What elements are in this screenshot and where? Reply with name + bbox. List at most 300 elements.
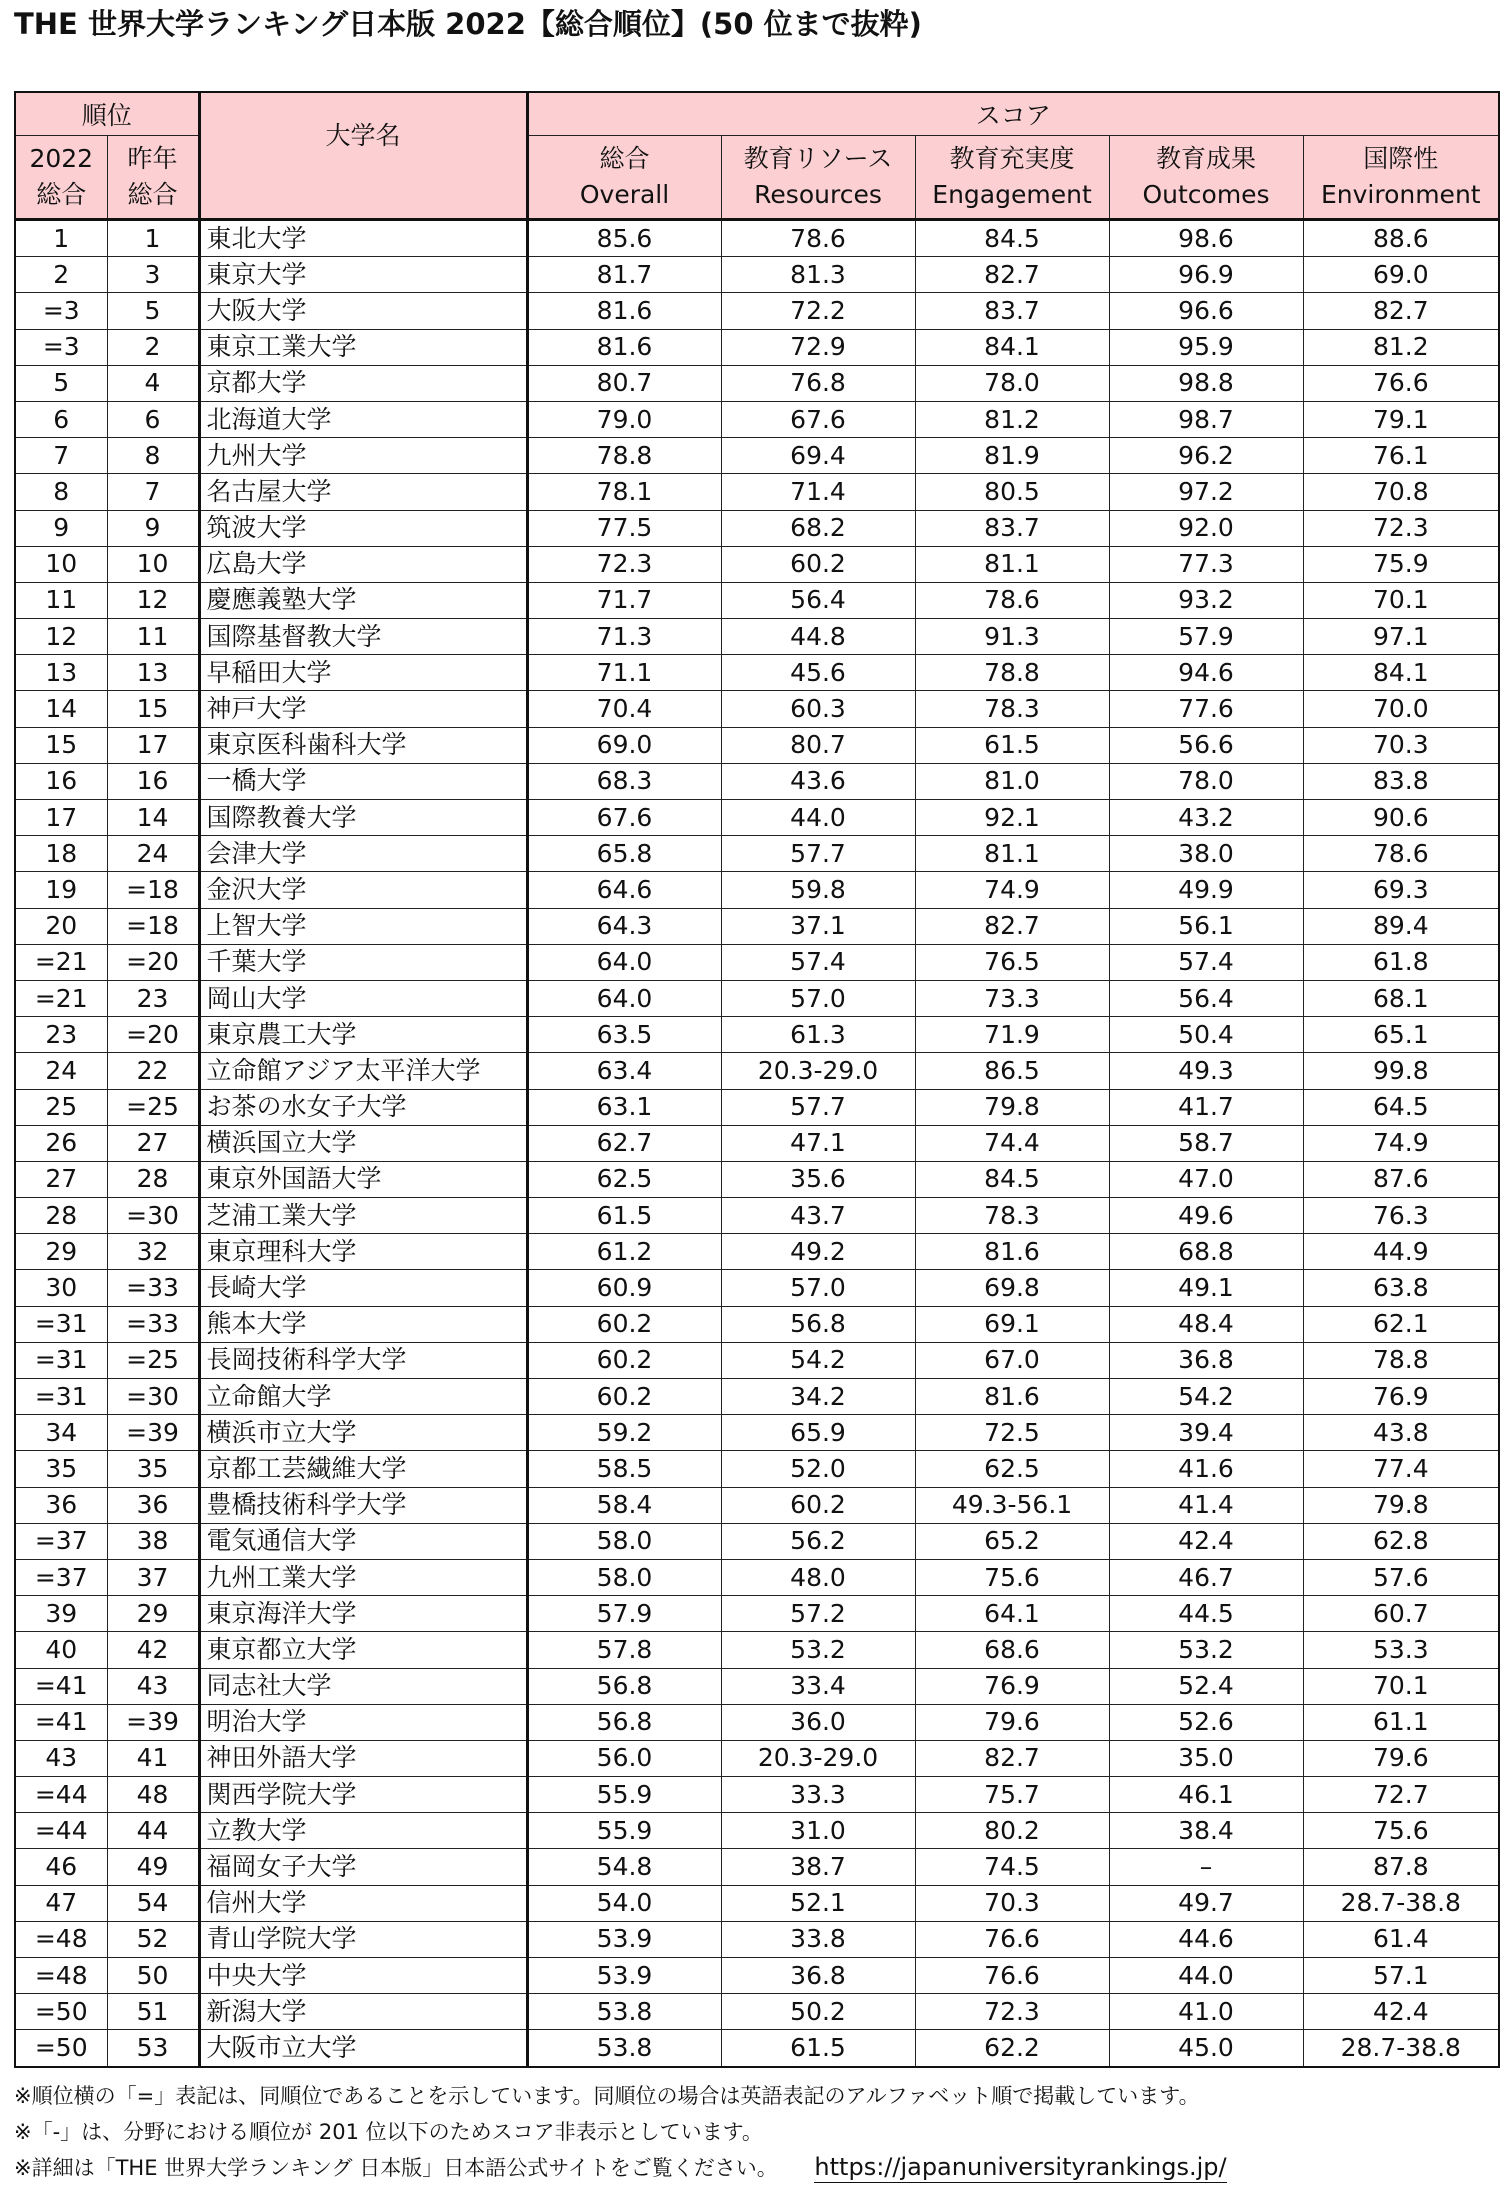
table-row — [15, 1849, 1499, 1885]
rank-last-year-cell: 6 — [107, 401, 199, 437]
environment-score-cell: 76.9 — [1303, 1379, 1499, 1415]
outcomes-score-cell: 49.1 — [1109, 1270, 1303, 1306]
rank-2022-cell: 35 — [15, 1451, 107, 1487]
overall-score-cell: 62.5 — [527, 1161, 721, 1197]
overall-score-cell: 60.2 — [527, 1379, 721, 1415]
engagement-score-cell: 76.5 — [915, 944, 1109, 980]
ranking-table-container — [14, 91, 1498, 2068]
environment-score-cell: 79.8 — [1303, 1487, 1499, 1523]
table-row — [15, 220, 1499, 257]
resources-score-cell: 57.0 — [721, 980, 915, 1016]
rank-last-year-cell: =20 — [107, 944, 199, 980]
outcomes-score-cell: 50.4 — [1109, 1017, 1303, 1053]
table-row — [15, 1161, 1499, 1197]
resources-score-cell: 78.6 — [721, 220, 915, 257]
outcomes-score-cell: 98.8 — [1109, 365, 1303, 401]
resources-header-en: Resources — [754, 180, 882, 209]
rank-last-year-cell: 48 — [107, 1777, 199, 1813]
rank-2022-cell: 47 — [15, 1885, 107, 1921]
overall-score-cell: 61.2 — [527, 1234, 721, 1270]
rank-2022-header — [15, 136, 107, 220]
engagement-score-cell: 49.3-56.1 — [915, 1487, 1109, 1523]
outcomes-score-cell: 52.4 — [1109, 1668, 1303, 1704]
table-row — [15, 293, 1499, 329]
resources-score-cell: 57.7 — [721, 836, 915, 872]
engagement-score-cell: 68.6 — [915, 1632, 1109, 1668]
rank-2022-cell: 7 — [15, 438, 107, 474]
rank-2022-header-line1: 2022 — [29, 144, 94, 173]
rank-last-year-header-line1: 昨年 — [127, 144, 178, 173]
overall-score-cell: 53.8 — [527, 1994, 721, 2030]
footnote-equal-rank: ※順位横の「=」表記は、同順位であることを示しています。同順位の場合は英語表記のアルファベット順で掲載しています。 — [14, 2084, 1200, 2108]
overall-score-cell: 81.6 — [527, 293, 721, 329]
engagement-score-cell: 70.3 — [915, 1885, 1109, 1921]
table-row — [15, 1777, 1499, 1813]
resources-score-cell: 80.7 — [721, 727, 915, 763]
rank-2022-cell: =37 — [15, 1559, 107, 1595]
overall-score-cell: 56.8 — [527, 1668, 721, 1704]
table-row — [15, 1921, 1499, 1957]
overall-score-cell: 55.9 — [527, 1813, 721, 1849]
engagement-header-ja: 教育充実度 — [949, 144, 1075, 173]
overall-score-cell: 70.4 — [527, 691, 721, 727]
rank-2022-cell: =31 — [15, 1379, 107, 1415]
rank-2022-cell: 27 — [15, 1161, 107, 1197]
rank-last-year-cell: =30 — [107, 1379, 199, 1415]
ranking-table — [14, 91, 1500, 2068]
resources-score-cell: 54.2 — [721, 1342, 915, 1378]
university-name-cell: 神田外語大学 — [199, 1740, 527, 1776]
table-row — [15, 2030, 1499, 2067]
engagement-score-cell: 73.3 — [915, 980, 1109, 1016]
university-name-cell: 名古屋大学 — [199, 474, 527, 510]
resources-score-cell: 33.3 — [721, 1777, 915, 1813]
university-name-cell: 東京外国語大学 — [199, 1161, 527, 1197]
university-name-cell: 国際教養大学 — [199, 800, 527, 836]
outcomes-score-cell: 97.2 — [1109, 474, 1303, 510]
outcomes-header — [1109, 136, 1303, 220]
outcomes-score-cell: 54.2 — [1109, 1379, 1303, 1415]
footnote-details-text: ※詳細は「THE 世界大学ランキング 日本版」日本語公式サイトをご覧ください。 — [14, 2156, 778, 2180]
university-name-cell: 明治大学 — [199, 1704, 527, 1740]
overall-score-cell: 57.9 — [527, 1596, 721, 1632]
outcomes-score-cell: 35.0 — [1109, 1740, 1303, 1776]
university-name-cell: 同志社大学 — [199, 1668, 527, 1704]
outcomes-score-cell: 96.9 — [1109, 257, 1303, 293]
engagement-score-cell: 84.5 — [915, 1161, 1109, 1197]
university-name-cell: 東京海洋大学 — [199, 1596, 527, 1632]
environment-score-cell: 75.6 — [1303, 1813, 1499, 1849]
university-name-cell: 東京農工大学 — [199, 1017, 527, 1053]
overall-score-cell: 79.0 — [527, 401, 721, 437]
outcomes-score-cell: 47.0 — [1109, 1161, 1303, 1197]
rank-2022-cell: =31 — [15, 1306, 107, 1342]
rank-2022-cell: 25 — [15, 1089, 107, 1125]
outcomes-score-cell: – — [1109, 1849, 1303, 1885]
overall-score-cell: 54.8 — [527, 1849, 721, 1885]
engagement-score-cell: 64.1 — [915, 1596, 1109, 1632]
rank-last-year-cell: 51 — [107, 1994, 199, 2030]
overall-score-cell: 57.8 — [527, 1632, 721, 1668]
table-row — [15, 1415, 1499, 1451]
environment-score-cell: 79.6 — [1303, 1740, 1499, 1776]
engagement-score-cell: 84.5 — [915, 220, 1109, 257]
overall-score-cell: 64.0 — [527, 944, 721, 980]
environment-score-cell: 57.1 — [1303, 1958, 1499, 1994]
engagement-score-cell: 61.5 — [915, 727, 1109, 763]
table-row — [15, 1451, 1499, 1487]
outcomes-score-cell: 68.8 — [1109, 1234, 1303, 1270]
overall-score-cell: 58.0 — [527, 1523, 721, 1559]
rank-2022-cell: 8 — [15, 474, 107, 510]
rank-2022-cell: =44 — [15, 1777, 107, 1813]
overall-score-cell: 60.2 — [527, 1342, 721, 1378]
engagement-score-cell: 81.1 — [915, 546, 1109, 582]
outcomes-score-cell: 38.0 — [1109, 836, 1303, 872]
overall-score-cell: 63.5 — [527, 1017, 721, 1053]
environment-header — [1303, 136, 1499, 220]
outcomes-score-cell: 95.9 — [1109, 329, 1303, 365]
overall-score-cell: 68.3 — [527, 763, 721, 799]
engagement-score-cell: 75.6 — [915, 1559, 1109, 1595]
university-name-cell: 大阪市立大学 — [199, 2030, 527, 2067]
overall-score-cell: 72.3 — [527, 546, 721, 582]
environment-header-ja: 国際性 — [1363, 144, 1439, 173]
rank-last-year-cell: 7 — [107, 474, 199, 510]
rank-2022-cell: =21 — [15, 944, 107, 980]
table-row — [15, 365, 1499, 401]
overall-score-cell: 64.3 — [527, 908, 721, 944]
university-name-header — [199, 92, 527, 220]
environment-score-cell: 76.6 — [1303, 365, 1499, 401]
environment-score-cell: 78.8 — [1303, 1342, 1499, 1378]
environment-score-cell: 28.7-38.8 — [1303, 1885, 1499, 1921]
table-row — [15, 1487, 1499, 1523]
resources-score-cell: 60.2 — [721, 1487, 915, 1523]
university-name-cell: 長岡技術科学大学 — [199, 1342, 527, 1378]
resources-score-cell: 33.4 — [721, 1668, 915, 1704]
table-row — [15, 1017, 1499, 1053]
environment-score-cell: 61.1 — [1303, 1704, 1499, 1740]
rank-last-year-cell: 9 — [107, 510, 199, 546]
overall-header — [527, 136, 721, 220]
resources-score-cell: 72.9 — [721, 329, 915, 365]
resources-score-cell: 45.6 — [721, 655, 915, 691]
environment-header-en: Environment — [1320, 180, 1481, 209]
resources-score-cell: 57.0 — [721, 1270, 915, 1306]
outcomes-score-cell: 41.0 — [1109, 1994, 1303, 2030]
rank-2022-cell: 26 — [15, 1125, 107, 1161]
outcomes-score-cell: 92.0 — [1109, 510, 1303, 546]
engagement-score-cell: 78.3 — [915, 1198, 1109, 1234]
table-row — [15, 1596, 1499, 1632]
engagement-score-cell: 76.9 — [915, 1668, 1109, 1704]
rank-2022-cell: 24 — [15, 1053, 107, 1089]
university-name-cell: 横浜市立大学 — [199, 1415, 527, 1451]
rank-2022-cell: 18 — [15, 836, 107, 872]
outcomes-score-cell: 96.6 — [1109, 293, 1303, 329]
outcomes-score-cell: 49.3 — [1109, 1053, 1303, 1089]
rank-last-year-cell: =20 — [107, 1017, 199, 1053]
table-row — [15, 1668, 1499, 1704]
rank-2022-header-line2: 総合 — [36, 180, 87, 209]
environment-score-cell: 70.0 — [1303, 691, 1499, 727]
overall-score-cell: 81.7 — [527, 257, 721, 293]
rank-2022-cell: 39 — [15, 1596, 107, 1632]
rank-2022-cell: 15 — [15, 727, 107, 763]
rank-last-year-header — [107, 136, 199, 220]
environment-score-cell: 53.3 — [1303, 1632, 1499, 1668]
outcomes-score-cell: 77.6 — [1109, 691, 1303, 727]
resources-score-cell: 33.8 — [721, 1921, 915, 1957]
table-row — [15, 1089, 1499, 1125]
university-name-cell: 横浜国立大学 — [199, 1125, 527, 1161]
overall-score-cell: 62.7 — [527, 1125, 721, 1161]
overall-score-cell: 85.6 — [527, 220, 721, 257]
resources-score-cell: 67.6 — [721, 401, 915, 437]
table-row — [15, 980, 1499, 1016]
outcomes-score-cell: 57.4 — [1109, 944, 1303, 980]
resources-score-cell: 36.8 — [721, 1958, 915, 1994]
university-name-cell: 筑波大学 — [199, 510, 527, 546]
overall-score-cell: 60.9 — [527, 1270, 721, 1306]
engagement-score-cell: 80.2 — [915, 1813, 1109, 1849]
university-name-cell: 立教大学 — [199, 1813, 527, 1849]
outcomes-score-cell: 57.9 — [1109, 619, 1303, 655]
resources-score-cell: 68.2 — [721, 510, 915, 546]
resources-score-cell: 56.2 — [721, 1523, 915, 1559]
university-name-cell: 東京理科大学 — [199, 1234, 527, 1270]
resources-score-cell: 35.6 — [721, 1161, 915, 1197]
rank-last-year-cell: =18 — [107, 908, 199, 944]
rank-last-year-cell: 44 — [107, 1813, 199, 1849]
resources-score-cell: 57.4 — [721, 944, 915, 980]
engagement-score-cell: 71.9 — [915, 1017, 1109, 1053]
table-row — [15, 1958, 1499, 1994]
outcomes-score-cell: 56.6 — [1109, 727, 1303, 763]
overall-score-cell: 53.9 — [527, 1958, 721, 1994]
table-row — [15, 1053, 1499, 1089]
rank-last-year-cell: 14 — [107, 800, 199, 836]
environment-score-cell: 74.9 — [1303, 1125, 1499, 1161]
table-row — [15, 1885, 1499, 1921]
rank-last-year-cell: =39 — [107, 1415, 199, 1451]
rank-last-year-cell: 54 — [107, 1885, 199, 1921]
environment-score-cell: 90.6 — [1303, 800, 1499, 836]
overall-header-en: Overall — [579, 180, 670, 209]
university-name-cell: 豊橋技術科学大学 — [199, 1487, 527, 1523]
outcomes-score-cell: 96.2 — [1109, 438, 1303, 474]
engagement-score-cell: 79.8 — [915, 1089, 1109, 1125]
engagement-score-cell: 78.0 — [915, 365, 1109, 401]
university-name-cell: 立命館大学 — [199, 1379, 527, 1415]
table-row — [15, 1125, 1499, 1161]
university-name-cell: 慶應義塾大学 — [199, 582, 527, 618]
environment-score-cell: 64.5 — [1303, 1089, 1499, 1125]
environment-score-cell: 77.4 — [1303, 1451, 1499, 1487]
university-name-cell: 芝浦工業大学 — [199, 1198, 527, 1234]
engagement-score-cell: 76.6 — [915, 1958, 1109, 1994]
rank-last-year-header-line2: 総合 — [127, 180, 178, 209]
engagement-score-cell: 82.7 — [915, 257, 1109, 293]
rank-2022-cell: 28 — [15, 1198, 107, 1234]
rank-2022-cell: =3 — [15, 293, 107, 329]
overall-score-cell: 58.5 — [527, 1451, 721, 1487]
table-row — [15, 1740, 1499, 1776]
overall-score-cell: 59.2 — [527, 1415, 721, 1451]
rank-2022-cell: 20 — [15, 908, 107, 944]
footnote-dash: ※「-」は、分野における順位が 201 位以下のためスコア非表示としています。 — [14, 2120, 763, 2144]
outcomes-score-cell: 44.0 — [1109, 1958, 1303, 1994]
rank-2022-cell: 30 — [15, 1270, 107, 1306]
university-name-cell: 北海道大学 — [199, 401, 527, 437]
environment-score-cell: 72.3 — [1303, 510, 1499, 546]
university-name-cell: 九州工業大学 — [199, 1559, 527, 1595]
resources-score-cell: 47.1 — [721, 1125, 915, 1161]
resources-score-cell: 61.5 — [721, 2030, 915, 2067]
rank-last-year-cell: 16 — [107, 763, 199, 799]
resources-score-cell: 31.0 — [721, 1813, 915, 1849]
rank-last-year-cell: =30 — [107, 1198, 199, 1234]
table-row — [15, 1306, 1499, 1342]
resources-score-cell: 81.3 — [721, 257, 915, 293]
rank-2022-cell: =41 — [15, 1704, 107, 1740]
outcomes-score-cell: 98.7 — [1109, 401, 1303, 437]
engagement-score-cell: 75.7 — [915, 1777, 1109, 1813]
environment-score-cell: 63.8 — [1303, 1270, 1499, 1306]
resources-score-cell: 60.2 — [721, 546, 915, 582]
engagement-score-cell: 81.0 — [915, 763, 1109, 799]
table-row — [15, 1379, 1499, 1415]
outcomes-score-cell: 52.6 — [1109, 1704, 1303, 1740]
outcomes-score-cell: 41.6 — [1109, 1451, 1303, 1487]
environment-score-cell: 89.4 — [1303, 908, 1499, 944]
resources-score-cell: 60.3 — [721, 691, 915, 727]
university-name-cell: お茶の水女子大学 — [199, 1089, 527, 1125]
rank-last-year-cell: =39 — [107, 1704, 199, 1740]
university-name-cell: 一橋大学 — [199, 763, 527, 799]
rank-last-year-cell: 24 — [107, 836, 199, 872]
environment-score-cell: 60.7 — [1303, 1596, 1499, 1632]
rank-last-year-cell: =25 — [107, 1089, 199, 1125]
university-name-cell: 千葉大学 — [199, 944, 527, 980]
university-name-cell: 東京大学 — [199, 257, 527, 293]
rank-last-year-cell: 49 — [107, 1849, 199, 1885]
rank-last-year-cell: 52 — [107, 1921, 199, 1957]
resources-score-cell: 44.8 — [721, 619, 915, 655]
university-name-cell: 中央大学 — [199, 1958, 527, 1994]
environment-score-cell: 61.8 — [1303, 944, 1499, 980]
university-name-cell: 関西学院大学 — [199, 1777, 527, 1813]
rank-last-year-cell: 41 — [107, 1740, 199, 1776]
page-title: THE 世界大学ランキング日本版 2022【総合順位】(50 位まで抜粋) — [14, 7, 922, 41]
environment-score-cell: 78.6 — [1303, 836, 1499, 872]
outcomes-score-cell: 53.2 — [1109, 1632, 1303, 1668]
rank-2022-cell: =50 — [15, 2030, 107, 2067]
university-name-cell: 東北大学 — [199, 220, 527, 257]
university-name-cell: 福岡女子大学 — [199, 1849, 527, 1885]
environment-score-cell: 81.2 — [1303, 329, 1499, 365]
rank-2022-cell: 43 — [15, 1740, 107, 1776]
rank-last-year-cell: =18 — [107, 872, 199, 908]
resources-score-cell: 49.2 — [721, 1234, 915, 1270]
rank-2022-cell: 19 — [15, 872, 107, 908]
university-name-cell: 岡山大学 — [199, 980, 527, 1016]
environment-score-cell: 42.4 — [1303, 1994, 1499, 2030]
rank-2022-cell: =50 — [15, 1994, 107, 2030]
engagement-score-cell: 83.7 — [915, 293, 1109, 329]
environment-score-cell: 99.8 — [1303, 1053, 1499, 1089]
outcomes-score-cell: 77.3 — [1109, 546, 1303, 582]
ranking-table-body — [15, 220, 1499, 2067]
rank-last-year-cell: 23 — [107, 980, 199, 1016]
environment-score-cell: 72.7 — [1303, 1777, 1499, 1813]
engagement-score-cell: 84.1 — [915, 329, 1109, 365]
resources-score-cell: 53.2 — [721, 1632, 915, 1668]
resources-score-cell: 50.2 — [721, 1994, 915, 2030]
overall-score-cell: 56.8 — [527, 1704, 721, 1740]
engagement-score-cell: 74.4 — [915, 1125, 1109, 1161]
environment-score-cell: 76.3 — [1303, 1198, 1499, 1234]
rank-last-year-cell: 10 — [107, 546, 199, 582]
environment-score-cell: 62.1 — [1303, 1306, 1499, 1342]
overall-score-cell: 64.0 — [527, 980, 721, 1016]
outcomes-score-cell: 49.9 — [1109, 872, 1303, 908]
university-name-cell: 信州大学 — [199, 1885, 527, 1921]
university-name-cell: 熊本大学 — [199, 1306, 527, 1342]
rank-2022-cell: 11 — [15, 582, 107, 618]
rank-2022-cell: 2 — [15, 257, 107, 293]
resources-score-cell: 65.9 — [721, 1415, 915, 1451]
overall-score-cell: 78.8 — [527, 438, 721, 474]
university-name-cell: 広島大学 — [199, 546, 527, 582]
engagement-score-cell: 81.9 — [915, 438, 1109, 474]
engagement-score-cell: 79.6 — [915, 1704, 1109, 1740]
outcomes-score-cell: 58.7 — [1109, 1125, 1303, 1161]
outcomes-score-cell: 43.2 — [1109, 800, 1303, 836]
overall-score-cell: 71.1 — [527, 655, 721, 691]
university-name-header-label: 大学名 — [325, 120, 401, 150]
resources-score-cell: 43.6 — [721, 763, 915, 799]
table-row — [15, 1198, 1499, 1234]
environment-score-cell: 44.9 — [1303, 1234, 1499, 1270]
rank-last-year-cell: 32 — [107, 1234, 199, 1270]
rank-last-year-cell: 36 — [107, 1487, 199, 1523]
official-site-link[interactable]: https://japanuniversityrankings.jp/ — [814, 2153, 1227, 2181]
overall-score-cell: 56.0 — [527, 1740, 721, 1776]
university-name-cell: 東京医科歯科大学 — [199, 727, 527, 763]
overall-score-cell: 81.6 — [527, 329, 721, 365]
environment-score-cell: 69.0 — [1303, 257, 1499, 293]
environment-score-cell: 70.3 — [1303, 727, 1499, 763]
engagement-score-cell: 81.6 — [915, 1379, 1109, 1415]
university-name-cell: 東京工業大学 — [199, 329, 527, 365]
outcomes-header-ja: 教育成果 — [1156, 144, 1257, 173]
environment-score-cell: 70.1 — [1303, 1668, 1499, 1704]
rank-last-year-cell: 13 — [107, 655, 199, 691]
table-row — [15, 401, 1499, 437]
overall-score-cell: 61.5 — [527, 1198, 721, 1234]
outcomes-score-cell: 44.6 — [1109, 1921, 1303, 1957]
rank-2022-cell: =31 — [15, 1342, 107, 1378]
overall-score-cell: 60.2 — [527, 1306, 721, 1342]
rank-last-year-cell: 8 — [107, 438, 199, 474]
overall-score-cell: 71.7 — [527, 582, 721, 618]
university-name-cell: 京都工芸繊維大学 — [199, 1451, 527, 1487]
environment-score-cell: 68.1 — [1303, 980, 1499, 1016]
overall-score-cell: 55.9 — [527, 1777, 721, 1813]
engagement-score-cell: 78.8 — [915, 655, 1109, 691]
